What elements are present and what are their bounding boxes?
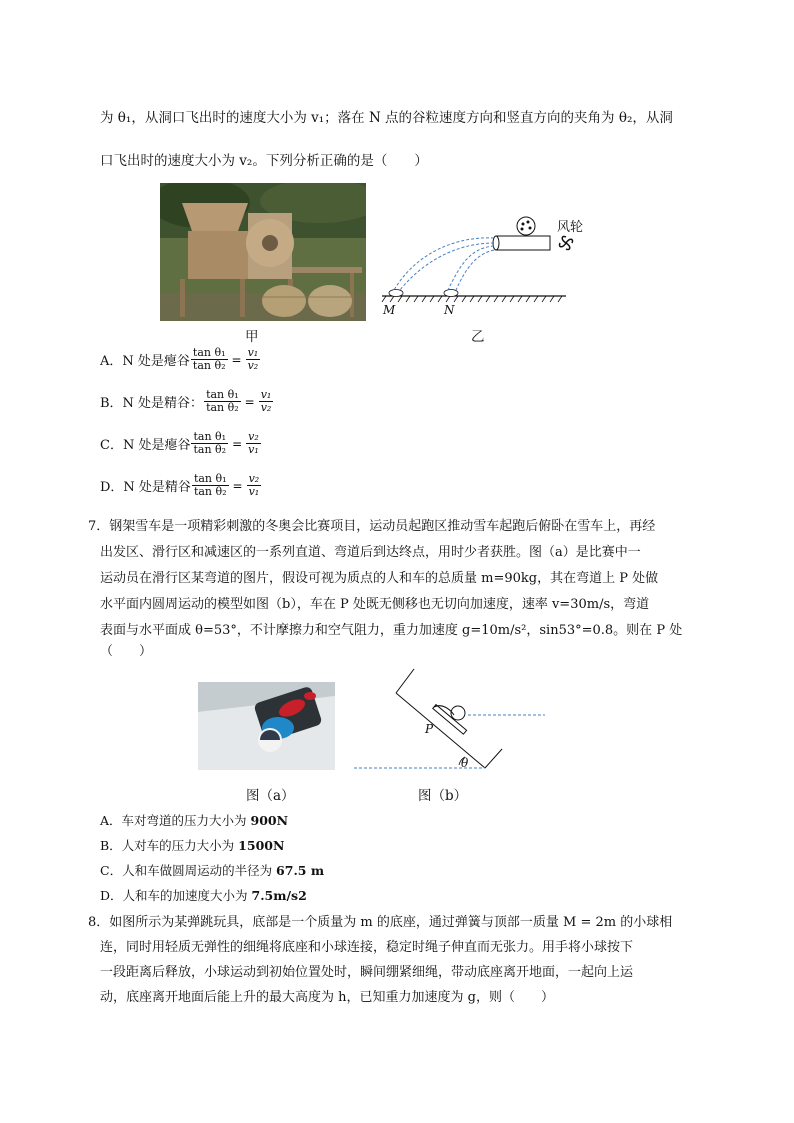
option-b-label: B．N 处是精谷： <box>100 396 204 411</box>
frac-num: tan θ₁ <box>192 346 226 359</box>
q8-text-line-4: 动，底座离开地面后能上升的最大高度为 h，已知重力加速度为 g，则（ ） <box>100 990 554 1005</box>
q7-text-line-2: 出发区、滑行区和减速区的一系列直道、弯道后到达终点，用时少者获胜。图（a）是比赛中一 <box>100 545 641 560</box>
winnowing-trajectory-diagram <box>376 208 586 328</box>
skeleton-sled-photo <box>198 682 335 770</box>
q8-text-line-1: 8．如图所示为某弹跳玩具，底部是一个质量为 m 的底座，通过弹簧与顶部一质量 M = 2m 的小球相 <box>88 915 673 930</box>
frac-den: v₂ <box>247 359 259 372</box>
option-a-text: A．车对弯道的压力大小为 <box>100 813 251 828</box>
q6-option-c[interactable] <box>100 431 262 456</box>
banked-curve-diagram <box>350 665 550 775</box>
q7-option-d[interactable] <box>100 886 307 904</box>
q6-text-line-2: 口飞出时的速度大小为 v₂。下列分析正确的是（ ） <box>100 153 428 169</box>
label-P: P <box>425 722 434 736</box>
option-c-label: C．N 处是瘪谷 <box>100 438 191 453</box>
option-a-value: 900N <box>250 813 289 828</box>
label-M: M <box>383 303 396 317</box>
figure-yi-caption: 乙 <box>471 329 485 345</box>
q7-option-a[interactable] <box>100 811 288 829</box>
frac-den: tan θ₂ <box>193 485 227 498</box>
option-c-value: 67.5 m <box>276 863 325 878</box>
q7-option-b[interactable] <box>100 836 284 854</box>
frac-num: tan θ₁ <box>193 472 227 485</box>
frac-num: v₂ <box>248 430 259 443</box>
fraction-tan <box>191 431 228 456</box>
equals-sign: = <box>232 478 243 493</box>
winnowing-machine-photo <box>160 183 366 321</box>
fraction-tan <box>204 389 241 414</box>
frac-den: tan θ₂ <box>192 359 226 372</box>
label-N: N <box>444 303 455 317</box>
q7-text-line-5: 表面与水平面成 θ=53°，不计摩擦力和空气阻力，重力加速度 g=10m/s²，sin53°=0.8。则在 P 处 <box>100 623 683 638</box>
q6-option-d[interactable] <box>100 473 262 498</box>
fan-label: 风轮 <box>557 220 584 235</box>
figure-jia-caption: 甲 <box>245 329 259 345</box>
option-d-label: D．N 处是精谷 <box>100 480 191 495</box>
q6-option-a[interactable] <box>100 347 261 372</box>
frac-den: v₁ <box>248 485 260 498</box>
q8-text-line-2: 连，同时用轻质无弹性的细绳将底座和小球连接，稳定时绳子伸直而无张力。用手将小球按下 <box>100 940 634 955</box>
figure-b-caption: 图（b） <box>418 788 468 804</box>
option-b-text: B．人对车的压力大小为 <box>100 838 239 853</box>
frac-den: tan θ₂ <box>206 401 239 414</box>
equals-sign: = <box>231 352 242 367</box>
fraction-tan <box>191 347 228 372</box>
q6-option-b[interactable] <box>100 389 274 414</box>
option-b-value: 1500N <box>238 838 285 853</box>
fraction-v <box>246 431 261 456</box>
q7-text-line-6: （ ） <box>100 644 153 659</box>
frac-den: v₁ <box>248 443 259 456</box>
q7-option-c[interactable] <box>100 861 324 879</box>
frac-den: tan θ₂ <box>193 443 227 456</box>
frac-num: v₁ <box>247 346 259 359</box>
option-d-value: 7.5m/s2 <box>251 888 307 903</box>
q7-text-line-1: 7．钢架雪车是一项精彩刺激的冬奥会比赛项目，运动员起跑区推动雪车起跑后俯卧在雪车上，再经 <box>88 519 656 534</box>
frac-num: tan θ₁ <box>206 388 239 401</box>
option-c-text: C．人和车做圆周运动的半径为 <box>100 863 277 878</box>
frac-num: v₁ <box>260 388 272 401</box>
option-a-label: A．N 处是瘪谷 <box>100 354 190 369</box>
fraction-v <box>259 389 274 414</box>
fraction-tan <box>192 473 229 498</box>
fraction-v <box>246 347 261 372</box>
frac-num: tan θ₁ <box>193 430 227 443</box>
q7-text-line-4: 水平面内圆周运动的模型如图（b），车在 P 处既无侧移也无切向加速度，速率 v=30m/s，弯道 <box>100 597 650 612</box>
frac-num: v₂ <box>248 472 260 485</box>
option-d-text: D．人和车的加速度大小为 <box>100 888 252 903</box>
figure-a-caption: 图（a） <box>246 788 295 804</box>
q7-text-line-3: 运动员在滑行区某弯道的图片，假设可视为质点的人和车的总质量 m=90kg，其在弯道上 P 处做 <box>100 571 659 586</box>
fraction-v <box>247 473 262 498</box>
equals-sign: = <box>244 394 255 409</box>
q6-text-line-1: 为 θ₁，从洞口飞出时的速度大小为 v₁；落在 N 点的谷粒速度方向和竖直方向的夹角为 θ₂，从洞 <box>100 110 673 126</box>
equals-sign: = <box>232 436 243 451</box>
label-theta: θ <box>461 756 469 770</box>
q8-text-line-3: 一段距离后释放，小球运动到初始位置处时，瞬间绷紧细绳，带动底座离开地面，一起向上运 <box>100 965 634 980</box>
frac-den: v₂ <box>260 401 272 414</box>
